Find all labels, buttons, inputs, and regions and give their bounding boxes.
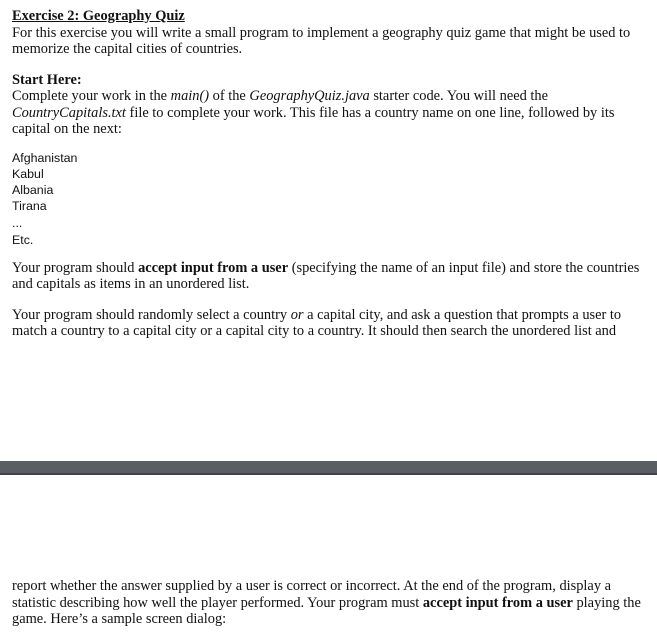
main-method-name: main() bbox=[170, 88, 210, 104]
report-paragraph bbox=[12, 578, 647, 628]
start-here-text-1: Complete your work in the bbox=[12, 88, 171, 104]
file-sample-listing bbox=[12, 150, 647, 248]
txt-file-name: CountryCapitals.txt bbox=[12, 104, 126, 121]
start-here-text-2: of the bbox=[209, 88, 250, 104]
report-paragraph-text-2: playing the game. Here’s a sample screen dialog: bbox=[12, 594, 641, 627]
page-2-content bbox=[12, 578, 647, 628]
input-paragraph-text-1: Your program should bbox=[12, 259, 139, 276]
exercise-intro: For this exercise you will write a small program to implement a geography quiz game that might be used to memorize the capital cities of countries. bbox=[12, 24, 631, 57]
exercise-title: Exercise 2: Geography Quiz bbox=[12, 8, 185, 24]
file-sample-line: Albania bbox=[12, 182, 54, 197]
start-here-heading: Start Here: bbox=[12, 71, 82, 88]
java-file-name: GeographyQuiz.java bbox=[249, 88, 370, 104]
exercise-section bbox=[12, 8, 647, 58]
file-sample-line: Etc. bbox=[12, 232, 34, 247]
random-paragraph-or: or bbox=[290, 306, 304, 323]
file-sample-ellipsis: ... bbox=[12, 215, 23, 230]
report-paragraph-text-1: report whether the answer supplied by a user is correct or incorrect. At the end of the program, display a statistic describing how well the player performed. Your program must bbox=[12, 578, 612, 611]
report-paragraph-bold: accept input from a user bbox=[422, 594, 573, 611]
random-paragraph-text-1: Your program should randomly select a country bbox=[12, 306, 291, 323]
start-here-text-3: starter code. You will need the bbox=[369, 88, 548, 104]
page-break-divider bbox=[0, 461, 657, 475]
input-paragraph bbox=[12, 260, 647, 293]
start-here-text-4: file to complete your work. This file has a country name on one line, followed by its capital on the next: bbox=[12, 104, 615, 137]
file-sample-line: Kabul bbox=[12, 166, 44, 181]
random-paragraph bbox=[12, 307, 647, 340]
input-paragraph-bold: accept input from a user bbox=[138, 259, 289, 276]
input-paragraph-text-2: (specifying the name of an input file) and store the countries and capitals as items in an unordered list. bbox=[12, 259, 640, 292]
random-paragraph-text-2: a capital city, and ask a question that prompts a user to match a country to a capital city or a capital city to a country. It should then search the unordered list and bbox=[12, 306, 622, 339]
file-sample-line: Tirana bbox=[12, 198, 47, 213]
page-1-content bbox=[12, 8, 647, 340]
start-here-section bbox=[12, 72, 647, 138]
file-sample-line: Afghanistan bbox=[12, 150, 78, 165]
